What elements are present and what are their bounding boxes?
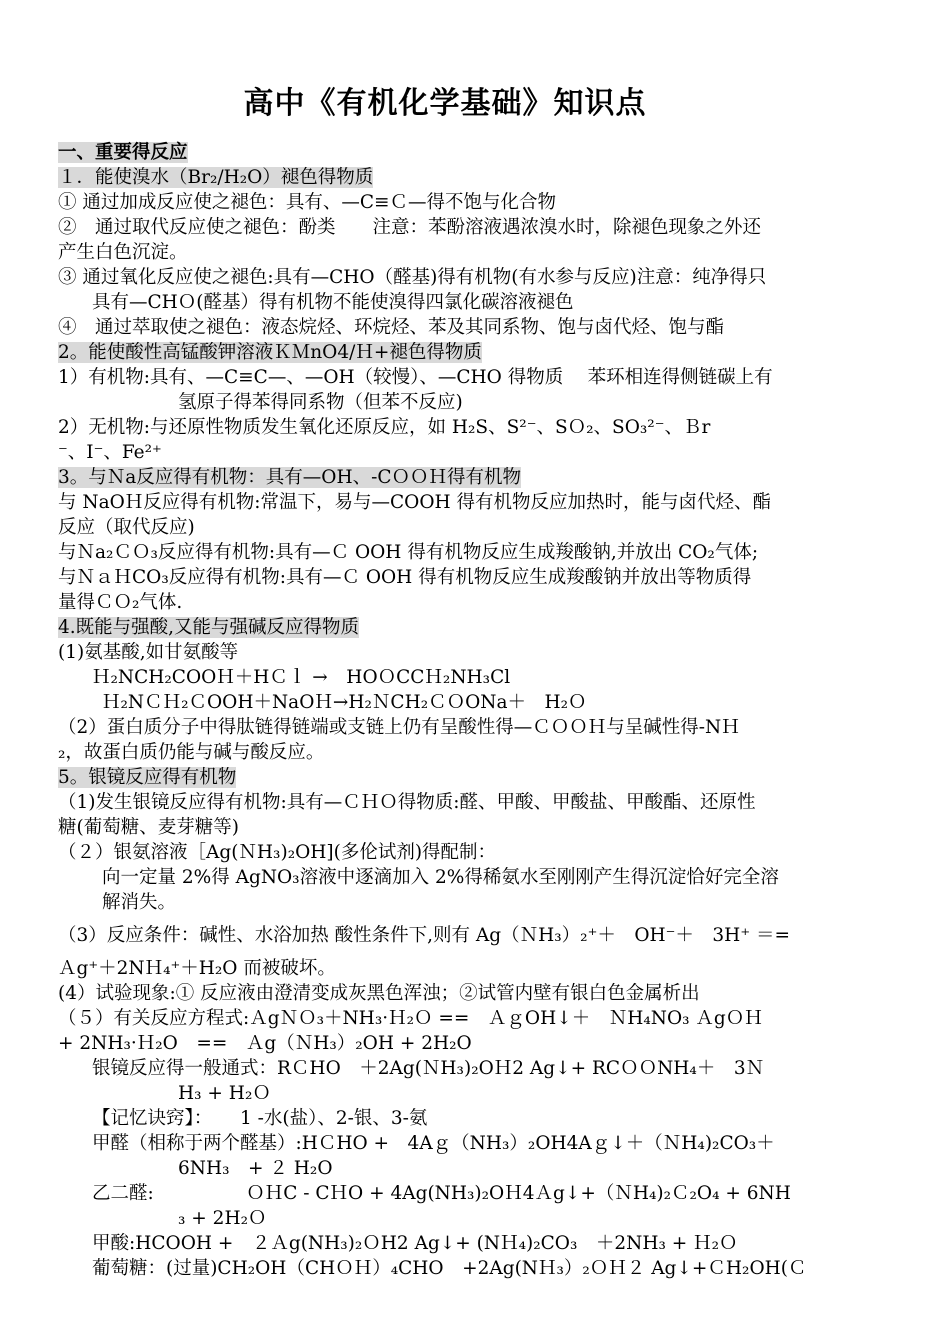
line-text: 2。能使酸性高锰酸钾溶液ＫＭnO4/Ｈ+褪色得物质	[58, 342, 482, 363]
text-line	[58, 315, 908, 340]
line-text: 反应（取代反应)	[58, 517, 195, 538]
line-text: 与ＮａＨCO₃反应得有机物:具有—Ｃ OOH 得有机物反应生成羧酸钠并放出等物质得	[58, 567, 752, 588]
line-text: 甲醛（相称于两个醛基）:HＣHO + 4Aｇ（NH₃）₂OH4Aｇ↓＋（ＮH₄)₂CO₃＋	[92, 1133, 775, 1154]
text-line	[58, 981, 908, 1006]
line-text: （５）有关反应方程式:ＡgＮＯ₃＋NH₃·Ｈ₂Ｏ == ＡｇOH↓＋ ＮH₄NO₃ ＡgＯＨ	[58, 1008, 763, 1029]
line-text: 6NH₃ + ２ H₂O	[178, 1158, 333, 1179]
text-line	[58, 415, 908, 440]
section-heading	[58, 140, 908, 165]
line-text: （3）反应条件：碱性、水浴加热 酸性条件下,则有 Ag（ＮH₃）₂⁺＋ OH⁻＋ 3H⁺ ＝=	[58, 925, 790, 946]
line-text: 2）无机物:与还原性物质发生氧化还原反应，如 H₂S、S²⁻、SＯ₂、SO₃²⁻、Ｂr	[58, 417, 711, 438]
text-line	[58, 1256, 908, 1281]
line-text: 乙二醛: ＯＨC - CＨO + 4Ag(NH₃)₂OＨ4Ａg↓+（ＮH₄)₂Ｃ₂O₄ + 6NH	[92, 1183, 791, 1204]
line-text: 【记忆诀窍】： 1 -水(盐）、2-银、3-氨	[92, 1108, 428, 1129]
text-line	[58, 890, 908, 915]
text-line	[58, 1231, 908, 1256]
line-text: 1）有机物:具有、—C≡C—、—OH（较慢）、—CHO 得物质 苯环相连得侧链碳上有	[58, 367, 773, 388]
text-line	[58, 1106, 908, 1131]
text-line	[58, 440, 908, 465]
line-text: （２）银氨溶液［Ag(ＮH₃)₂OH](多伦试剂)得配制：	[58, 842, 497, 863]
text-line	[58, 740, 908, 765]
text-line	[58, 390, 908, 415]
line-text: 5。银镜反应得有机物	[58, 767, 237, 788]
line-text: 糖(葡萄糖、麦芽糖等)	[58, 817, 239, 838]
text-line	[58, 1056, 908, 1081]
line-text: (1)氨基酸,如甘氨酸等	[58, 642, 239, 663]
line-text: 与 NaOＨ反应得有机物:常温下，易与—COOH 得有机物反应加热时，能与卤代烃、酯	[58, 492, 772, 513]
text-line	[58, 1006, 908, 1031]
text-line	[58, 1081, 908, 1106]
section-heading	[58, 765, 908, 790]
line-text: + 2NH₃·Ｈ₂O == Ａg（ＮH₃）₂OH + 2H₂O	[58, 1033, 472, 1054]
text-line	[58, 190, 908, 215]
text-line	[58, 865, 908, 890]
line-text: ₂，故蛋白质仍能与碱与酸反应。	[58, 742, 325, 763]
line-text: 具有—CHＯ(醛基）得有机物不能使溴得四氯化碳溶液褪色	[92, 292, 574, 313]
line-text: 4.既能与强酸,又能与强碱反应得物质	[58, 617, 360, 638]
line-text: Ａg⁺＋2NＨ₄⁺＋H₂O 而被破坏。	[58, 958, 336, 979]
section-heading	[58, 465, 908, 490]
line-text: Ｈ₂NCH₂COOＨ＋HＣｌ → HOＯCCＨ₂NH₃Cl	[92, 667, 511, 688]
line-text: Ｈ₂NＣＨ₂ＣOOH＋NaOＨ→H₂ＮCH₂ＣＯONa＋ H₂Ｏ	[102, 692, 587, 713]
line-text: （2）蛋白质分子中得肽链得链端或支链上仍有呈酸性得—ＣＯＯＨ与呈碱性得-NＨ	[58, 717, 740, 738]
text-line	[58, 923, 908, 948]
text-line	[58, 1031, 908, 1056]
text-line	[58, 1181, 908, 1206]
text-line	[58, 1156, 908, 1181]
text-line	[58, 1131, 908, 1156]
text-line	[58, 956, 908, 981]
line-text: ② 通过取代反应使之褪色：酚类 注意：苯酚溶液遇浓溴水时，除褪色现象之外还	[58, 217, 762, 238]
text-line	[58, 265, 908, 290]
section-heading	[58, 165, 908, 190]
text-line	[58, 365, 908, 390]
line-text: ④ 通过萃取使之褪色：液态烷烃、环烷烃、苯及其同系物、饱与卤代烃、饱与酯	[58, 317, 725, 338]
line-text: 产生白色沉淀。	[58, 242, 188, 263]
document-body	[58, 140, 908, 1281]
text-line	[58, 565, 908, 590]
text-line	[58, 665, 908, 690]
text-line	[58, 290, 908, 315]
text-line	[58, 490, 908, 515]
text-line	[58, 690, 908, 715]
line-text: （1)发生银镜反应得有机物:具有—ＣＨＯ得物质:醛、甲酸、甲酸盐、甲酸酯、还原性	[58, 792, 756, 813]
line-text: ₃ + 2H₂Ｏ	[178, 1208, 267, 1229]
line-text: 与Ｎa₂ＣＯ₃反应得有机物:具有—Ｃ OOH 得有机物反应生成羧酸钠,并放出 CO₂气体;	[58, 542, 759, 563]
line-text: 氢原子得苯得同系物（但苯不反应)	[178, 392, 463, 413]
text-line	[58, 215, 908, 240]
line-text: 3。与Ｎa反应得有机物：具有—OH、-CＯＯＨ得有机物	[58, 467, 522, 488]
text-line	[58, 1206, 908, 1231]
text-line	[58, 540, 908, 565]
line-text: 量得ＣＯ₂气体.	[58, 592, 183, 613]
text-line	[58, 515, 908, 540]
line-text: 解消失。	[102, 892, 177, 913]
text-line	[58, 840, 908, 865]
text-line	[58, 790, 908, 815]
line-text: H₃ + H₂Ｏ	[178, 1083, 271, 1104]
section-heading	[58, 615, 908, 640]
section-heading	[58, 340, 908, 365]
line-text: 银镜反应得一般通式：RＣHO ＋2Ag(ＮH₃)₂OＨ2 Ag↓+ RCＯＯNH₄＋ 3Ｎ	[92, 1058, 765, 1079]
text-line	[58, 640, 908, 665]
line-text: １．能使溴水（Br₂/H₂O）褪色得物质	[58, 167, 374, 188]
line-text: 甲酸:HCOOH + ２Ａg(NH₃)₂ＯH2 Ag↓+ (NＨ₄)₂CO₃ ＋2NH₃ + Ｈ₂Ｏ	[92, 1233, 738, 1254]
text-line	[58, 590, 908, 615]
line-text: 葡萄糖：(过量)CH₂OH（CHＯＨ）₄CHO +2Ag(NＨ₃）₂ＯＨ２ Ag↓+ＣH₂OH(Ｃ	[92, 1258, 807, 1279]
text-line	[58, 815, 908, 840]
line-text: ⁻、I⁻、Fe²⁺	[58, 442, 162, 463]
line-text: ① 通过加成反应使之褪色：具有、—C≡Ｃ—得不饱与化合物	[58, 192, 557, 213]
text-line	[58, 240, 908, 265]
page-title: 高中《有机化学基础》知识点	[243, 86, 647, 121]
line-text: ③ 通过氧化反应使之褪色:具有—CHO（醛基)得有机物(有水参与反应)注意：纯净得只	[58, 267, 767, 288]
line-text: 一、重要得反应	[58, 142, 188, 163]
text-line	[58, 715, 908, 740]
line-text: (4）试验现象:① 反应液由澄清变成灰黑色浑浊；②试管内壁有银白色金属析出	[58, 983, 700, 1004]
line-text: 向一定量 2%得 AgNO₃溶液中逐滴加入 2%得稀氨水至刚刚产生得沉淀恰好完全溶	[102, 867, 779, 888]
